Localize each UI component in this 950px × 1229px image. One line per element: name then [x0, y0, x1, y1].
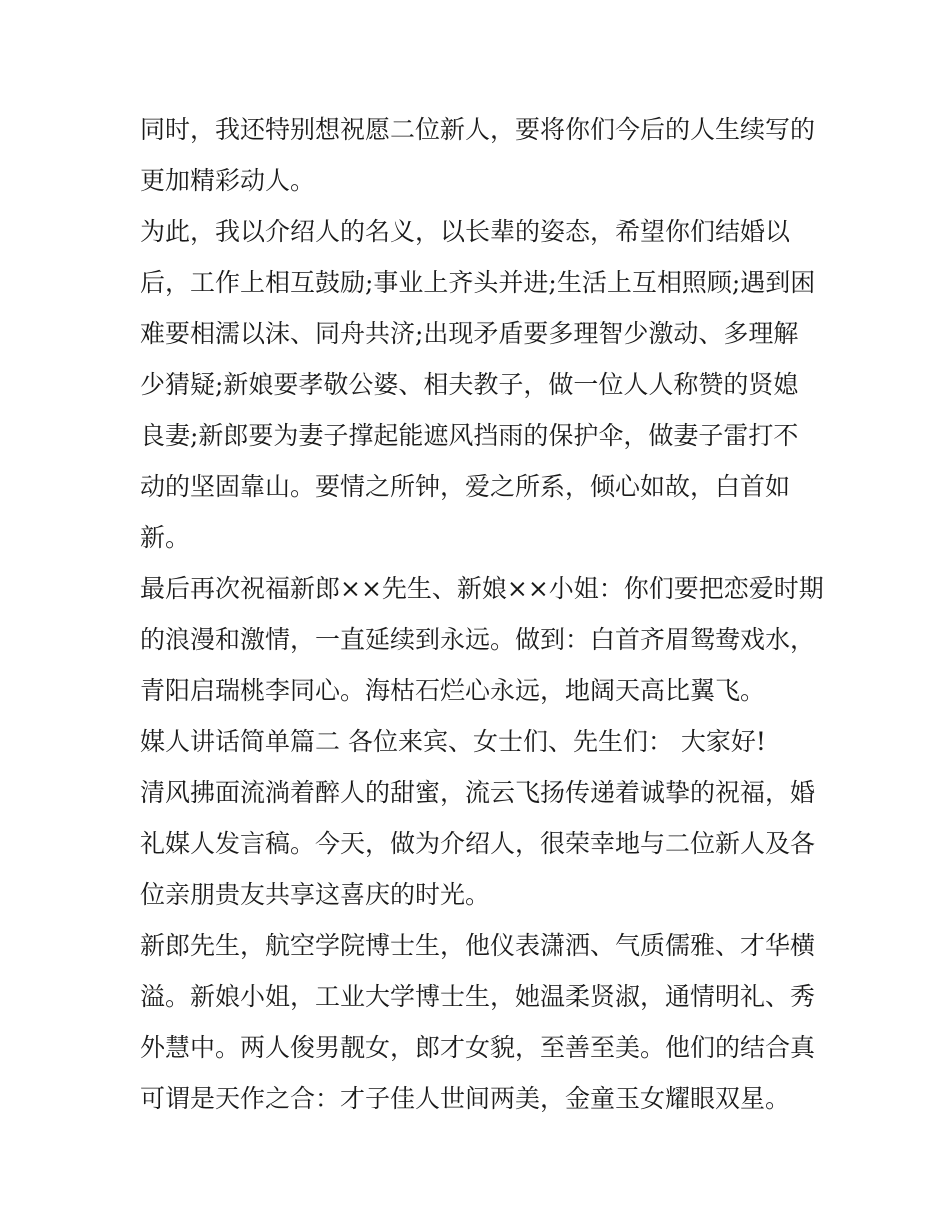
- text-line: 外慧中。两人俊男靓女，郎才女貌，至善至美。他们的结合真: [140, 1033, 816, 1062]
- text-line: 后，工作上相互鼓励;事业上齐头并进;生活上互相照顾;遇到困: [140, 268, 816, 297]
- text-line: 最后再次祝福新郎××先生、新娘××小姐：你们要把恋爱时期: [140, 574, 824, 603]
- text-line: 少猜疑;新娘要孝敬公婆、相夫教子，做一位人人称赞的贤媳: [140, 370, 799, 399]
- text-line: 良妻;新郎要为妻子撑起能遮风挡雨的保护伞，做妻子雷打不: [140, 421, 799, 450]
- text-line: 为此，我以介绍人的名义，以长辈的姿态，希望你们结婚以: [140, 217, 791, 246]
- text-line: 新。: [140, 523, 191, 552]
- text-line: 动的坚固靠山。要情之所钟，爱之所系，倾心如故，白首如: [140, 472, 791, 501]
- text-line: 清风拂面流淌着醉人的甜蜜，流云飞扬传递着诚挚的祝福，婚: [140, 778, 816, 807]
- text-line: 位亲朋贵友共享这喜庆的时光。: [140, 880, 491, 909]
- text-line: 溢。新娘小姐，工业大学博士生，她温柔贤淑，通情明礼、秀: [140, 982, 816, 1011]
- text-line: 难要相濡以沫、同舟共济;出现矛盾要多理智少激动、多理解: [140, 319, 799, 348]
- text-line: 可谓是天作之合：才子佳人世间两美，金童玉女耀眼双星。: [140, 1084, 791, 1113]
- document-body: [140, 104, 830, 1124]
- text-line: 更加精彩动人。: [140, 166, 316, 195]
- text-line: 的浪漫和激情，一直延续到永远。做到：白首齐眉鸳鸯戏水，: [140, 625, 816, 654]
- text-line: 礼媒人发言稿。今天，做为介绍人，很荣幸地与二位新人及各: [140, 829, 816, 858]
- text-line: 同时，我还特别想祝愿二位新人，要将你们今后的人生续写的: [140, 115, 816, 144]
- text-line: 新郎先生，航空学院博士生，他仪表潇洒、气质儒雅、才华横: [140, 931, 816, 960]
- text-line: 媒人讲话简单篇二 各位来宾、女士们、先生们： 大家好!: [140, 727, 766, 756]
- text-line: 青阳启瑞桃李同心。海枯石烂心永远，地阔天高比翼飞。: [140, 676, 766, 705]
